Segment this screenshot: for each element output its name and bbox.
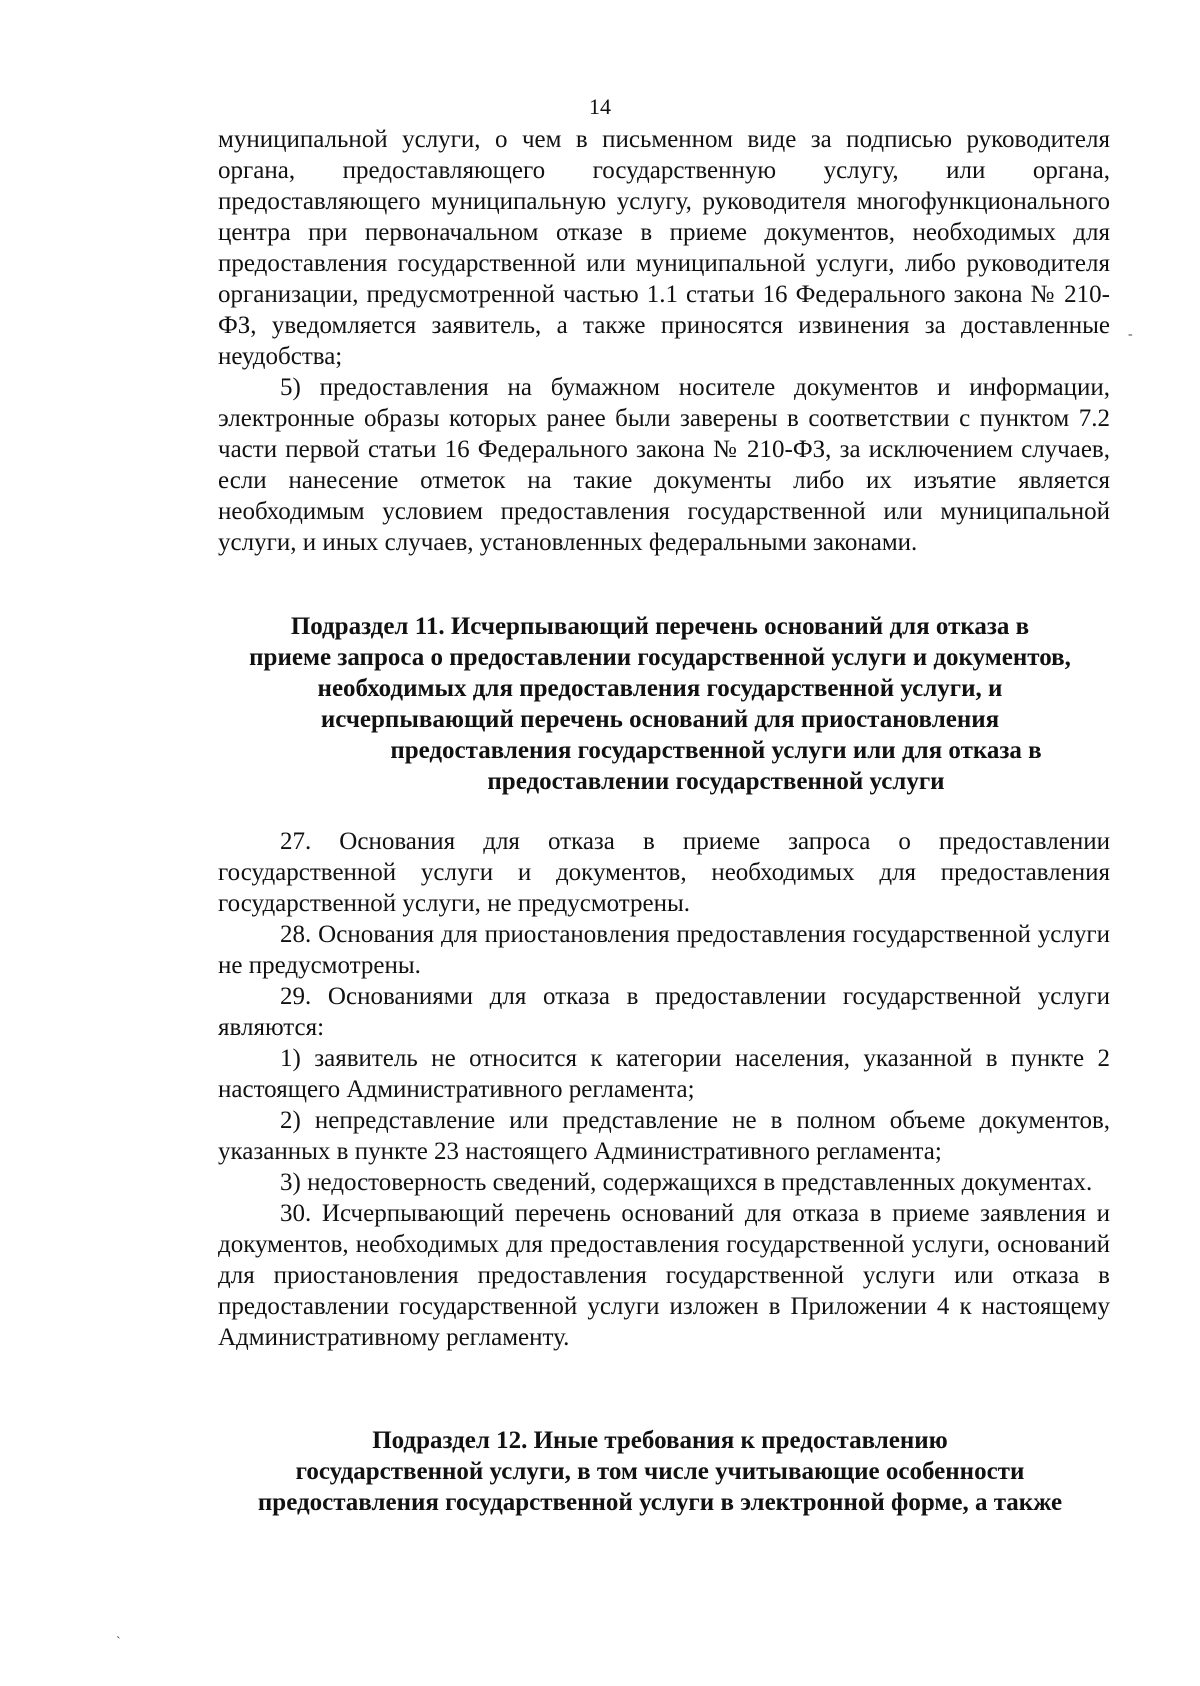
paragraph-subitem-3: 3) недостоверность сведений, содержащихся в представленных документах. — [280, 1169, 1093, 1196]
heading-12-line: предоставления государственной услуги в электронной форме, а также — [257, 1489, 1063, 1516]
paragraph-item-28: 28. Основания для приостановления предоставления государственной услуги не предусмотрены. — [218, 921, 1110, 979]
heading-11-line: предоставлении государственной услуги — [487, 768, 945, 795]
paragraph-item-5: 5) предоставления на бумажном носителе документов и информации, электронные образы которых ранее были заверены в соответствии с пунктом 7.2 части первой статьи 16 Федерального закона № 210-ФЗ, за исключением случаев, если нанесение отметок на такие документы либо их изъятие является необходимым условием предоставления государственной или муниципальной услуги, и иных случаев, установленных федеральными законами. — [218, 374, 1110, 556]
section-heading-11 — [200, 611, 1120, 797]
text-block-section-11 — [218, 826, 1110, 1353]
text-block-continuation — [218, 124, 1110, 558]
paragraph-subitem-1: 1) заявитель не относится к категории населения, указанной в пункте 2 настоящего Административного регламента; — [218, 1045, 1110, 1103]
paragraph-item-30: 30. Исчерпывающий перечень оснований для отказа в приеме заявления и документов, необходимых для предоставления государственной услуги, оснований для приостановления предоставления государственной услуги или отказа в предоставлении государственной услуги изложен в Приложении 4 к настоящему Административному регламенту. — [218, 1200, 1110, 1351]
heading-11-line: исчерпывающий перечень оснований для приостановления — [320, 706, 1000, 733]
heading-11-line: Подраздел 11. Исчерпывающий перечень оснований для отказа в — [290, 613, 1030, 640]
paragraph-subitem-2: 2) непредставление или представление не в полном объеме документов, указанных в пункте 23 настоящего Административного регламента; — [218, 1107, 1110, 1165]
heading-11-line: приеме запроса о предоставлении государственной услуги и документов, — [249, 644, 1071, 671]
heading-12-line: государственной услуги, в том числе учитывающие особенности — [295, 1458, 1025, 1485]
heading-11-line: предоставления государственной услуги или для отказа в — [390, 737, 1042, 764]
paragraph-item-27: 27. Основания для отказа в приеме запроса о предоставлении государственной услуги и документов, необходимых для предоставления государственной услуги, не предусмотрены. — [218, 828, 1110, 917]
page-number: 14 — [589, 94, 611, 119]
paragraph-item-29: 29. Основаниями для отказа в предоставлении государственной услуги являются: — [218, 983, 1110, 1041]
section-heading-12 — [200, 1425, 1120, 1518]
scan-artifact-mark: - — [1128, 327, 1133, 342]
heading-11-line: необходимых для предоставления государственной услуги, и — [317, 675, 1003, 702]
heading-12-line: Подраздел 12. Иные требования к предоставлению — [372, 1427, 948, 1454]
scan-artifact-mark: ` — [116, 1635, 121, 1650]
paragraph-continuation: муниципальной услуги, о чем в письменном виде за подписью руководителя органа, предоставляющего государственную услугу, или органа, предоставляющего муниципальную услугу, руководителя многофункционального центра при первоначальном отказе в приеме документов, необходимых для предоставления государственной или муниципальной услуги, либо руководителя организации, предусмотренной частью 1.1 статьи 16 Федерального закона № 210-ФЗ, уведомляется заявитель, а также приносятся извинения за доставленные неудобства; — [218, 126, 1110, 370]
